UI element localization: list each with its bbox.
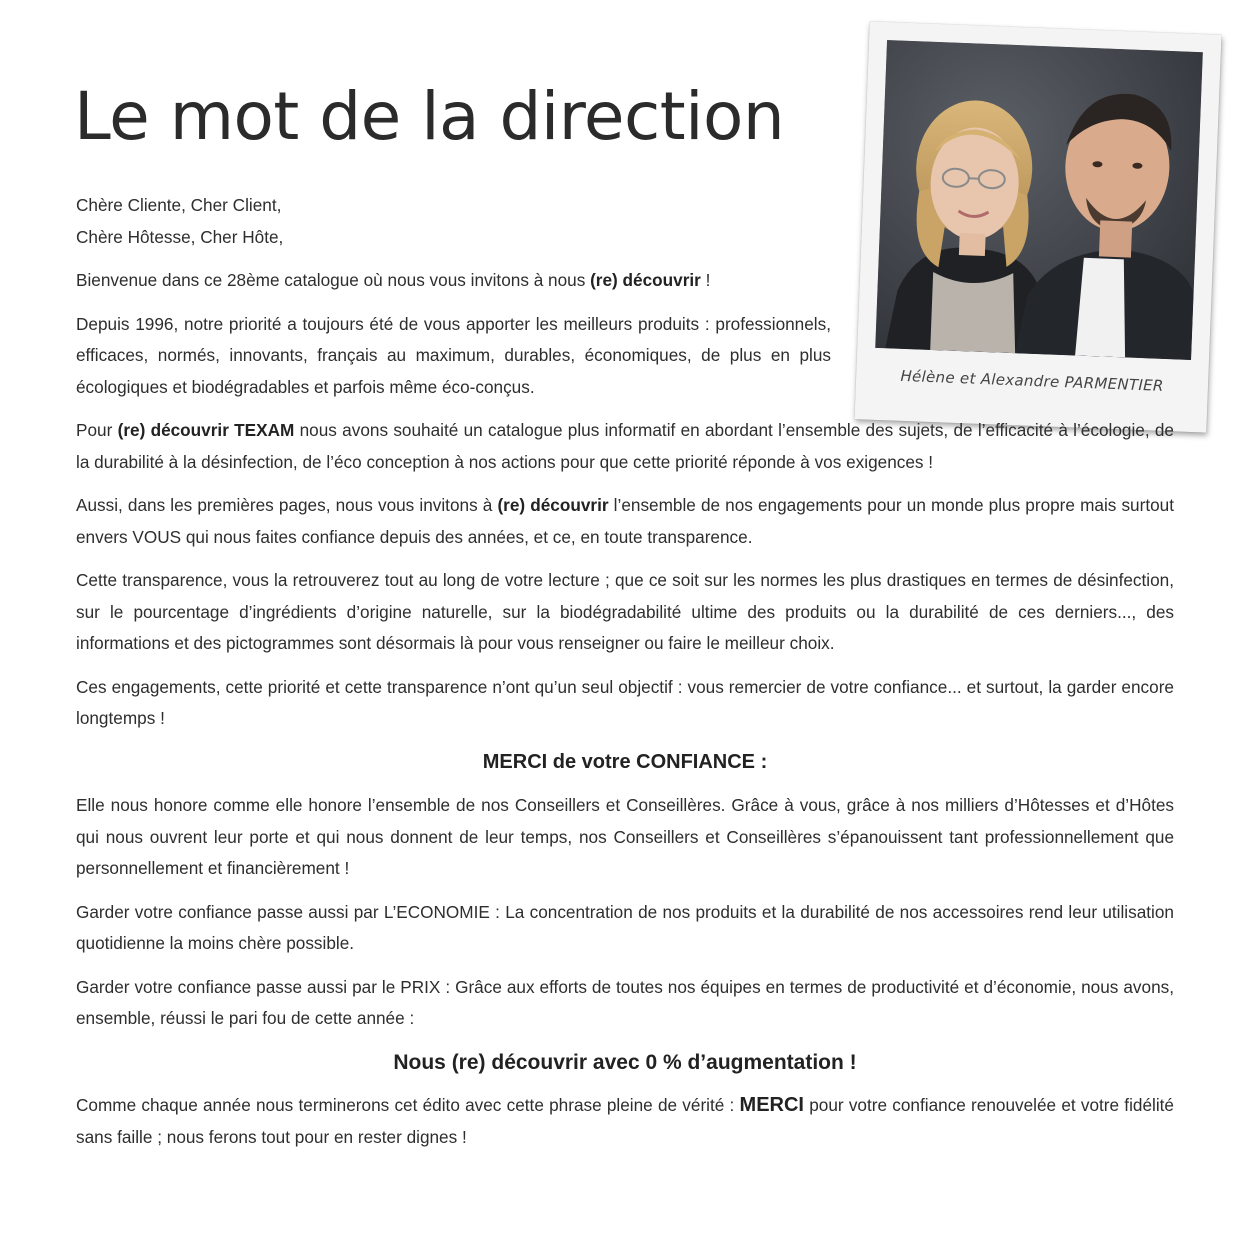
paragraph — [76, 1090, 1174, 1153]
paragraph: Elle nous honore comme elle honore l’ensemble de nos Conseillers et Conseillères. Grâce à vous, grâce à nos milliers d’Hôtesses et d’Hôtes qui nous ouvrent leur porte et qui nous donnent de leur temps, nos Conseillers et Conseillères s’épanouissent tant professionnellement que personnellement et financièrement ! — [76, 795, 1174, 878]
greeting-line: Chère Cliente, Cher Client, — [76, 195, 282, 215]
paragraph-text: Comme chaque année nous terminerons cet édito avec cette phrase pleine de vérité : — [76, 1095, 740, 1115]
paragraph-text: Bienvenue dans ce 28ème catalogue où nous vous invitons à nous — [76, 270, 591, 290]
section-heading: Nous (re) découvrir avec 0 % d’augmentation ! — [393, 1050, 857, 1074]
paragraph-text: nous avons souhaité un catalogue plus informatif en abordant l’ensemble des sujets, de l’efficacité à l’écologie, de la durabilité à la désinfection, de l’éco conception à nos actions pour que cette priorité réponde à vos exigences ! — [76, 420, 1174, 472]
emphasis: (re) découvrir — [590, 270, 701, 290]
emphasis: (re) découvrir TEXAM — [117, 420, 295, 440]
greeting-line: Chère Hôtesse, Cher Hôte, — [76, 226, 284, 247]
editorial-text — [76, 190, 1174, 1165]
emphasis: (re) découvrir — [497, 495, 609, 515]
paragraph-text: ! — [700, 270, 711, 290]
paragraph: Ces engagements, cette priorité et cette transparence n’ont qu’un seul objectif : vous remercier de votre confiance... et surtout, la garder encore longtemps ! — [76, 676, 1174, 728]
paragraph — [76, 490, 1174, 553]
page-title: Le mot de la direction — [74, 78, 785, 155]
paragraph — [76, 265, 1174, 297]
photo-caption: Hélène et Alexandre PARMENTIER — [900, 366, 1164, 395]
paragraph-text: Aussi, dans les premières pages, nous vous invitons à — [76, 495, 498, 515]
section-heading: MERCI de votre CONFIANCE : — [482, 750, 768, 773]
paragraph: Garder votre confiance passe aussi par le PRIX : Grâce aux efforts de toutes nos équipes en termes de productivité et d’économie, nous avons, ensemble, réussi le pari fou de cette année : — [76, 976, 1174, 1028]
paragraph-text: l’ensemble de nos engagements pour un monde plus propre mais surtout envers VOUS qui nous faites confiance depuis des années, et ce, en toute transparence. — [76, 495, 1175, 547]
paragraph: Garder votre confiance passe aussi par L’ECONOMIE : La concentration de nos produits et la durabilité de nos accessoires rend leur utilisation quotidienne la moins chère possible. — [76, 901, 1174, 953]
emphasis: MERCI — [739, 1094, 804, 1116]
paragraph — [76, 415, 1174, 478]
paragraph-text: Pour — [76, 420, 118, 440]
paragraph: Depuis 1996, notre priorité a toujours été de vous apporter les meilleurs produits : professionnels, efficaces, normés, innovants, français au maximum, durables, économiques, de plus en plus écologiques et biodégradables et parfois même éco-conçus. — [76, 313, 831, 397]
paragraph-text: pour votre confiance renouvelée et votre fidélité sans faille ; nous ferons tout pour en rester dignes ! — [76, 1095, 1174, 1147]
paragraph: Cette transparence, vous la retrouverez tout au long de votre lecture ; que ce soit sur les normes les plus drastiques en termes de désinfection, sur le pourcentage d’ingrédients d’origine naturelle, sur la biodégradabilité ultime des produits ou la durabilité de ces derniers..., des informations et des pictogrammes sont désormais là pour vous renseigner ou faire le meilleur choix. — [76, 570, 1174, 653]
